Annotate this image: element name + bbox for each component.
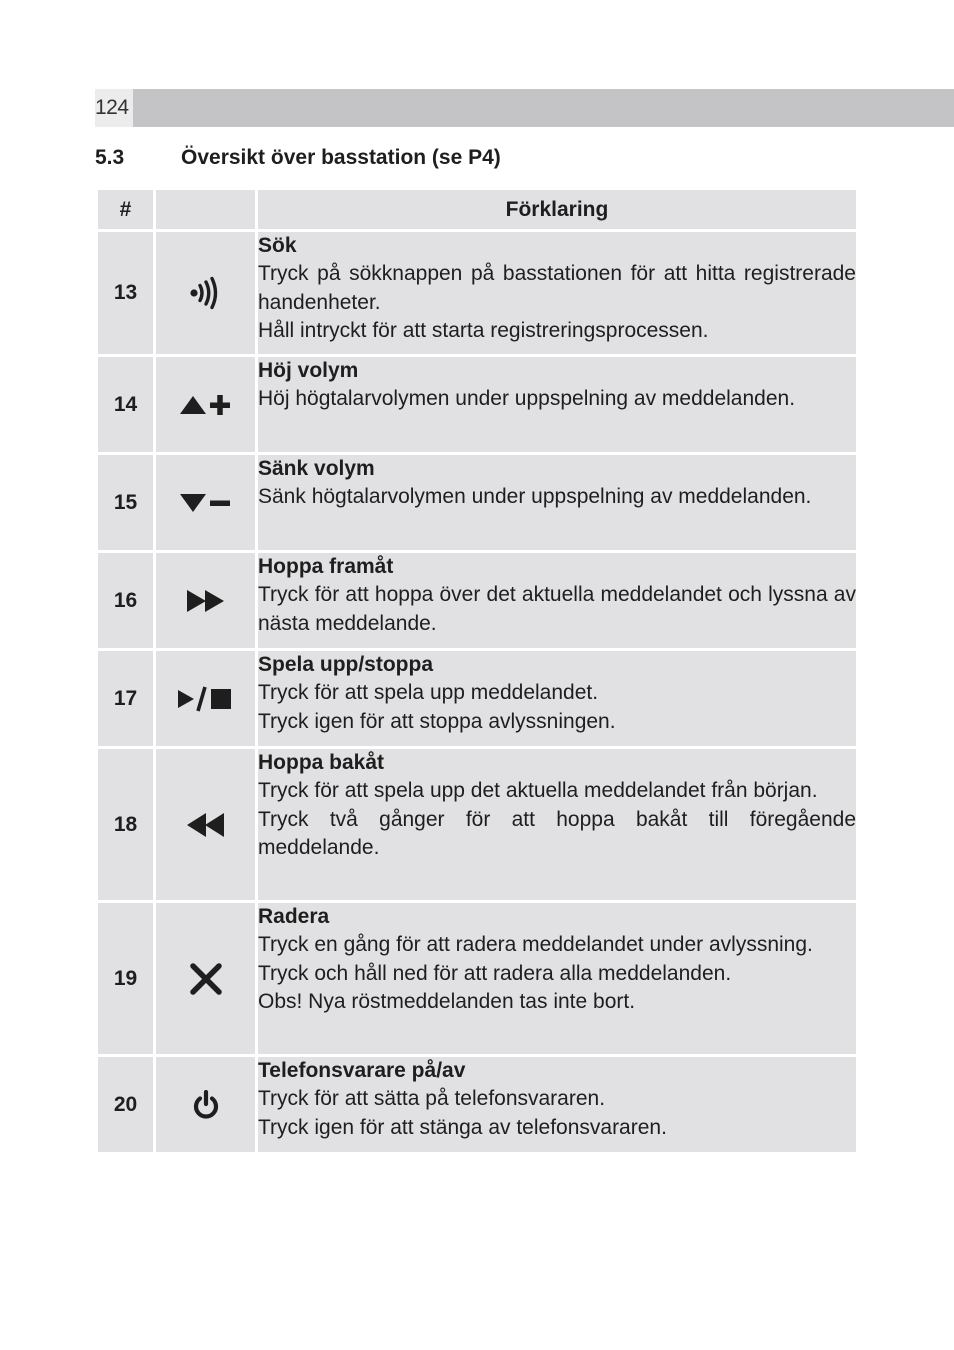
delete-x-icon [189,962,223,996]
row-title: Sök [258,234,297,257]
power-icon [191,1090,221,1120]
section-title: Översikt över basstation (se P4) [181,146,501,169]
row-title: Hoppa framåt [258,555,394,578]
row-number: 14 [98,357,153,452]
row-line: Höj högtalarvolymen under uppspelning av meddelanden. [258,387,796,411]
row-title: Hoppa bakåt [258,751,385,774]
row-line: Tryck för att hoppa över det aktuella meddelandet och lyssna av nästa meddelande. [258,583,856,635]
row-number: 18 [98,749,153,900]
table-row [98,749,856,900]
table-header-row [98,190,856,229]
header-icon [156,190,255,229]
page-number: 124 [95,89,133,127]
table-row [98,455,856,550]
row-line: Tryck på sökknappen på basstationen för att hitta registrerade handenheter. [258,262,856,314]
table-row [98,232,856,354]
row-title: Höj volym [258,359,359,382]
row-line: Tryck igen för att stänga av telefonsvararen. [258,1115,667,1139]
row-number: 16 [98,553,153,648]
row-title: Sänk volym [258,457,375,480]
row-number: 15 [98,455,153,550]
section-number: 5.3 [95,146,125,169]
row-title: Spela upp/stoppa [258,653,434,676]
volume-up-icon [180,393,232,417]
row-line: Tryck för att sätta på telefonsvararen. [258,1087,606,1111]
row-line: Tryck en gång för att radera meddelandet under avlyssning. [258,933,813,957]
table-row [98,553,856,648]
play-stop-icon [178,686,234,712]
row-line: Obs! Nya röstmeddelanden tas inte bort. [258,990,636,1014]
row-line: Tryck igen för att stoppa avlyssningen. [258,709,616,733]
header-number: # [98,190,153,229]
row-number: 20 [98,1057,153,1152]
search-paging-icon [188,275,224,311]
row-line: Håll intryckt för att starta registreringsprocessen. [258,319,709,343]
row-title: Radera [258,905,330,928]
row-number: 19 [98,903,153,1054]
row-number: 17 [98,651,153,746]
row-number: 13 [98,232,153,354]
header-explanation: Förklaring [258,190,856,229]
row-line: Tryck och håll ned för att radera alla meddelanden. [258,961,732,985]
table-row [98,1057,856,1152]
row-line: Tryck för att spela upp det aktuella meddelandet från början. [258,779,818,803]
row-line: Sänk högtalarvolymen under uppspelning av meddelanden. [258,485,812,509]
table-row [98,651,856,746]
table-row [98,903,856,1054]
base-station-overview-table [95,187,859,1155]
volume-down-icon [180,491,232,515]
row-line: Tryck två gånger för att hoppa bakåt till föregående meddelande. [258,807,856,860]
table-row [98,357,856,452]
fast-forward-icon [187,589,225,613]
row-title: Telefonsvarare på/av [258,1059,466,1082]
header-bar [95,89,954,127]
row-line: Tryck för att spela upp meddelandet. [258,681,599,705]
rewind-icon [187,812,225,838]
